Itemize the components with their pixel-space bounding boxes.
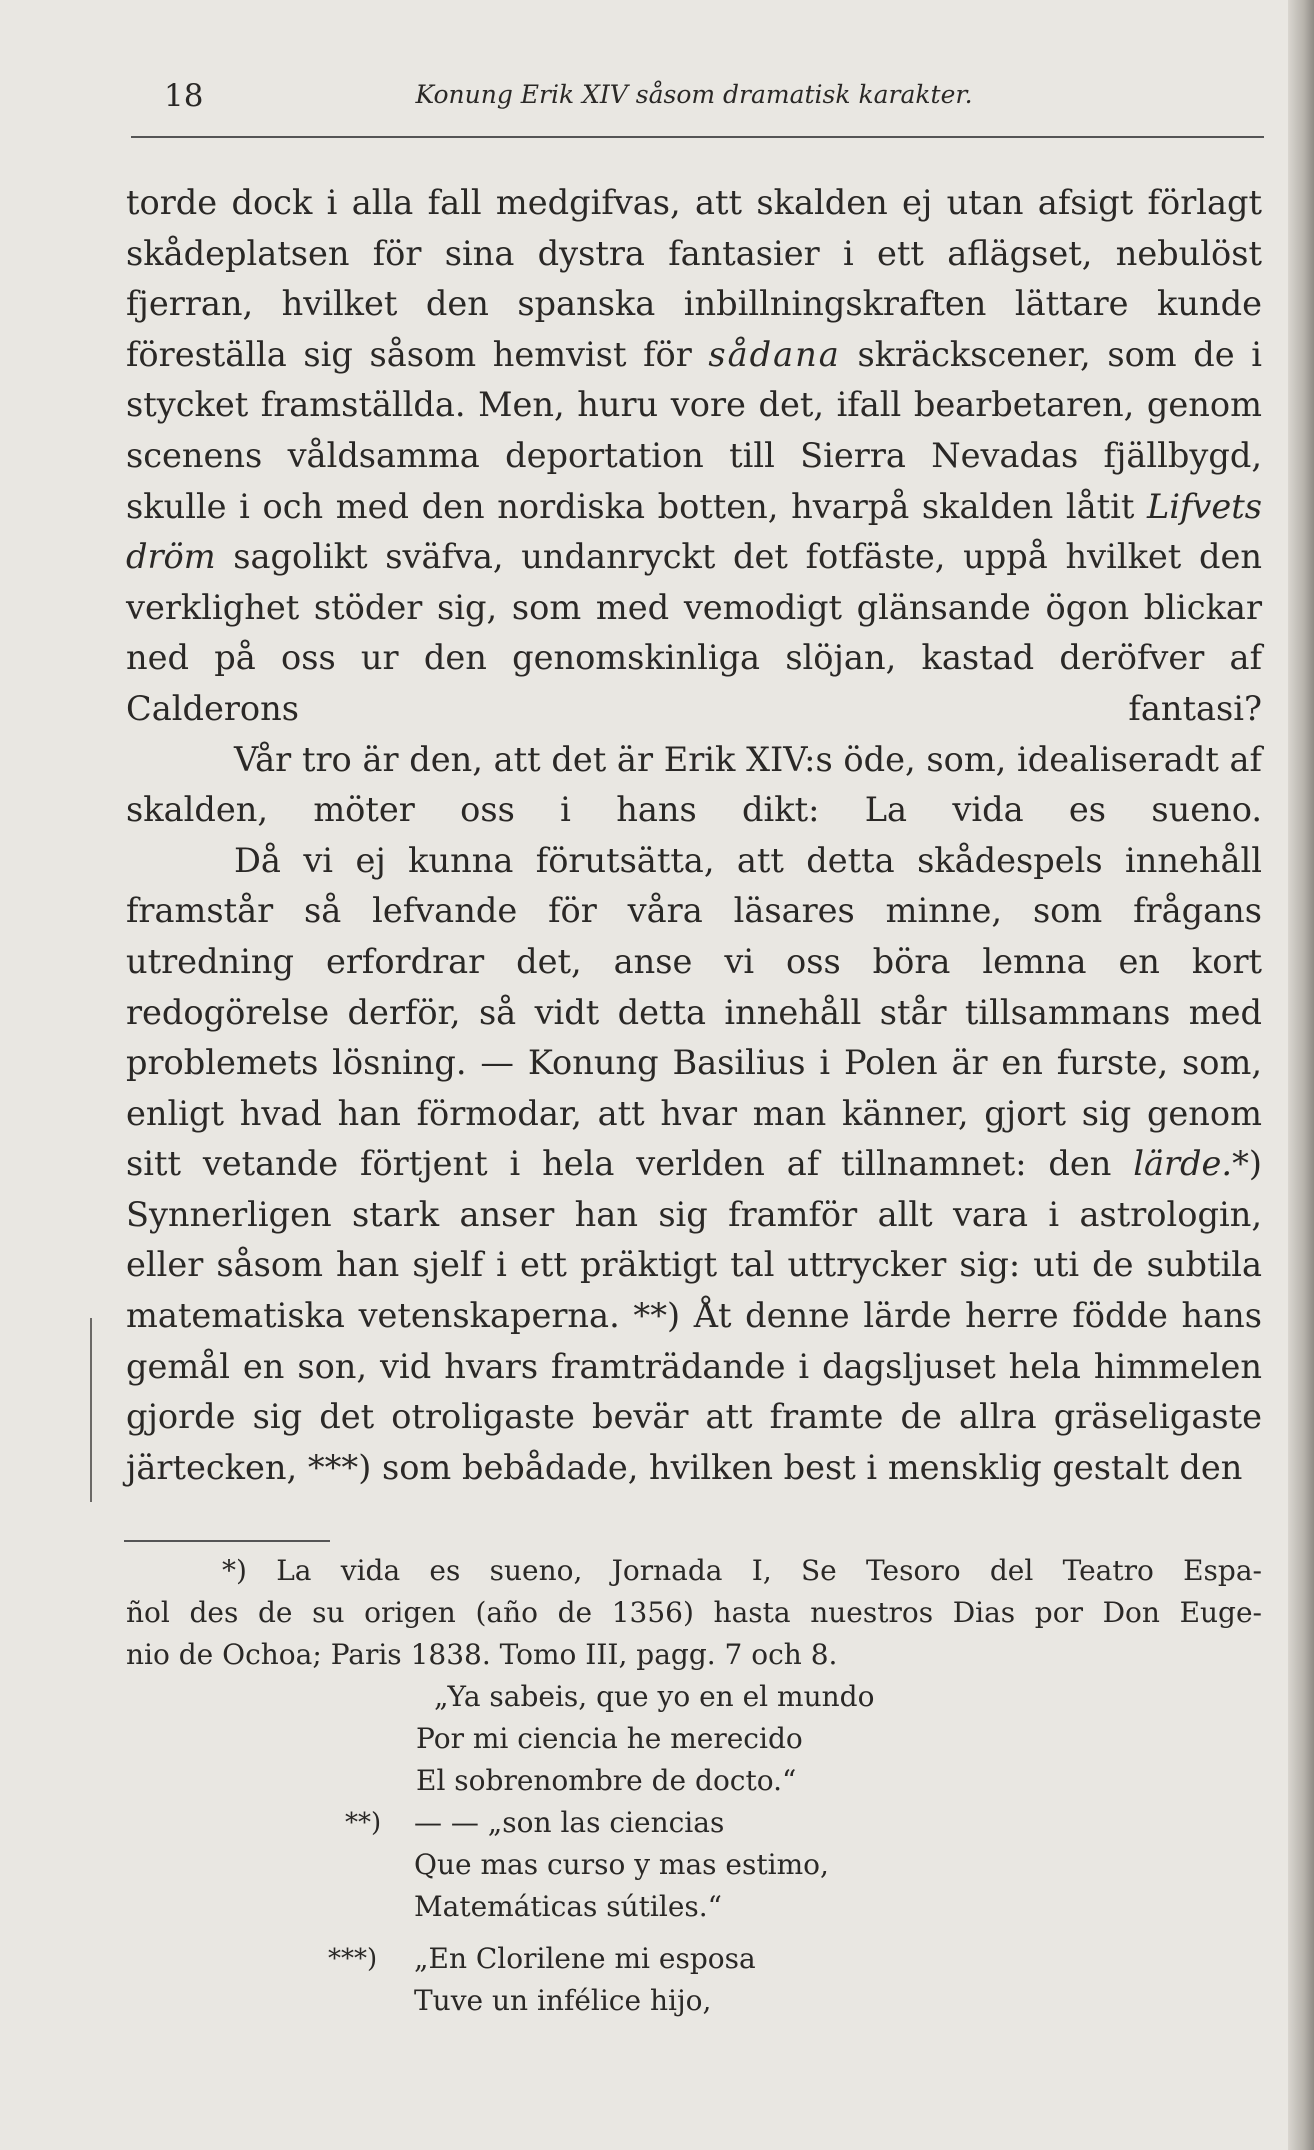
- paragraph-1: [126, 178, 1262, 735]
- footnote-2-marker: **): [345, 1808, 382, 1838]
- emphasis-sadana: sådana: [708, 334, 841, 374]
- verse-line: „Ya sabeis, que yo en el mundo: [434, 1680, 875, 1713]
- margin-pencil-mark: [90, 1318, 92, 1502]
- paragraph-1-text-c: sagolikt sväfva, undanryckt det fotfäste, uppå hvilket den verklighet stöder sig, som med vemodigt glänsande ögon blickar ned på oss ur den genomskinliga slöjan, kastad deröfver af Calderons fantasi?: [126, 537, 1262, 728]
- page-header: [126, 78, 1262, 122]
- page-edge-shadow: [1288, 0, 1314, 2150]
- page-number: 18: [164, 78, 204, 114]
- paragraph-2: Vår tro är den, att det är Erik XIV:s öde, som, idealiseradt af skalden, möter oss i hans dikt: La vida es sueno.: [126, 739, 1262, 830]
- paragraph-3-text-b: *) Synnerligen stark anser han sig framför allt vara i astrologin, eller såsom han sjelf i ett präktigt tal uttrycker sig: uti de subtila matematiska vetenskaperna. **) Åt denne lärde herre födde hans gemål en son, vid hvars framträdande i dagsljuset hela himmelen gjorde sig det otroligaste bevär att framte de allra gräseligaste järtecken, ***) som bebådade, hvilken best i mensklig gestalt den: [126, 1144, 1262, 1487]
- verse-line: „En Clorilene mi esposa: [414, 1942, 756, 1975]
- verse-line: Que mas curso y mas estimo,: [414, 1848, 829, 1881]
- body-text: [126, 178, 1262, 1493]
- footnote-3-marker: ***): [328, 1944, 378, 1974]
- footnote-1-line-3: nio de Ochoa; Paris 1838. Tomo III, pagg. 7 och 8.: [126, 1638, 838, 1671]
- emphasis-lifvets-drom: Lifvets dröm: [126, 486, 1262, 577]
- verse-line: Tuve un infélice hijo,: [414, 1984, 712, 2017]
- footnotes: [126, 1550, 1262, 1676]
- paragraph-1-text-a: torde dock i alla fall medgifvas, att skalden ej utan afsigt förlagt skådeplatsen för sina dystra fantasier i ett aflägset, nebulöst fjerran, hvilket den spanska inbillningskraften lättare kunde föreställa sig såsom hemvist för: [126, 183, 1262, 374]
- footnote-1-line-2: ñol des de su origen (año de 1356) hasta nuestros Dias por Don Euge-: [126, 1596, 1262, 1629]
- paragraph-3-text-a: Då vi ej kunna förutsätta, att detta skådespels innehåll framstår så lefvande för våra läsares minne, som frågans utredning erfordrar det, anse vi oss böra lemna en kort redogörelse derför, så vidt detta innehåll står tillsammans med problemets lösning. — Konung Basilius i Polen är en furste, som, enligt hvad han förmodar, att hvar man känner, gjort sig genom sitt vetande förtjent i hela verlden af tillnamnet: den: [126, 840, 1262, 1184]
- emphasis-larde: lärde.: [1133, 1144, 1233, 1184]
- verse-line: El sobrenombre de docto.“: [416, 1764, 797, 1797]
- verse-line: — — „son las ciencias: [414, 1806, 725, 1839]
- running-title: Konung Erik XIV såsom dramatisk karakter.: [415, 80, 973, 109]
- paragraph-3: [126, 836, 1262, 1494]
- header-rule: [131, 136, 1264, 138]
- footnote-1-line-1: *) La vida es sueno, Jornada I, Se Tesoro del Teatro Espa-: [222, 1554, 1262, 1587]
- footnote-rule: [124, 1540, 330, 1542]
- paragraph-1-text-b: skräckscener, som de i stycket framställda. Men, huru vore det, ifall bearbetaren, genom scenens våldsamma deportation till Sierra Nevadas fjällbygd, skulle i och med den nordiska botten, hvarpå skalden låtit: [126, 334, 1262, 526]
- verse-line: Por mi ciencia he merecido: [416, 1722, 803, 1755]
- verse-line: Matemáticas sútiles.“: [414, 1890, 722, 1923]
